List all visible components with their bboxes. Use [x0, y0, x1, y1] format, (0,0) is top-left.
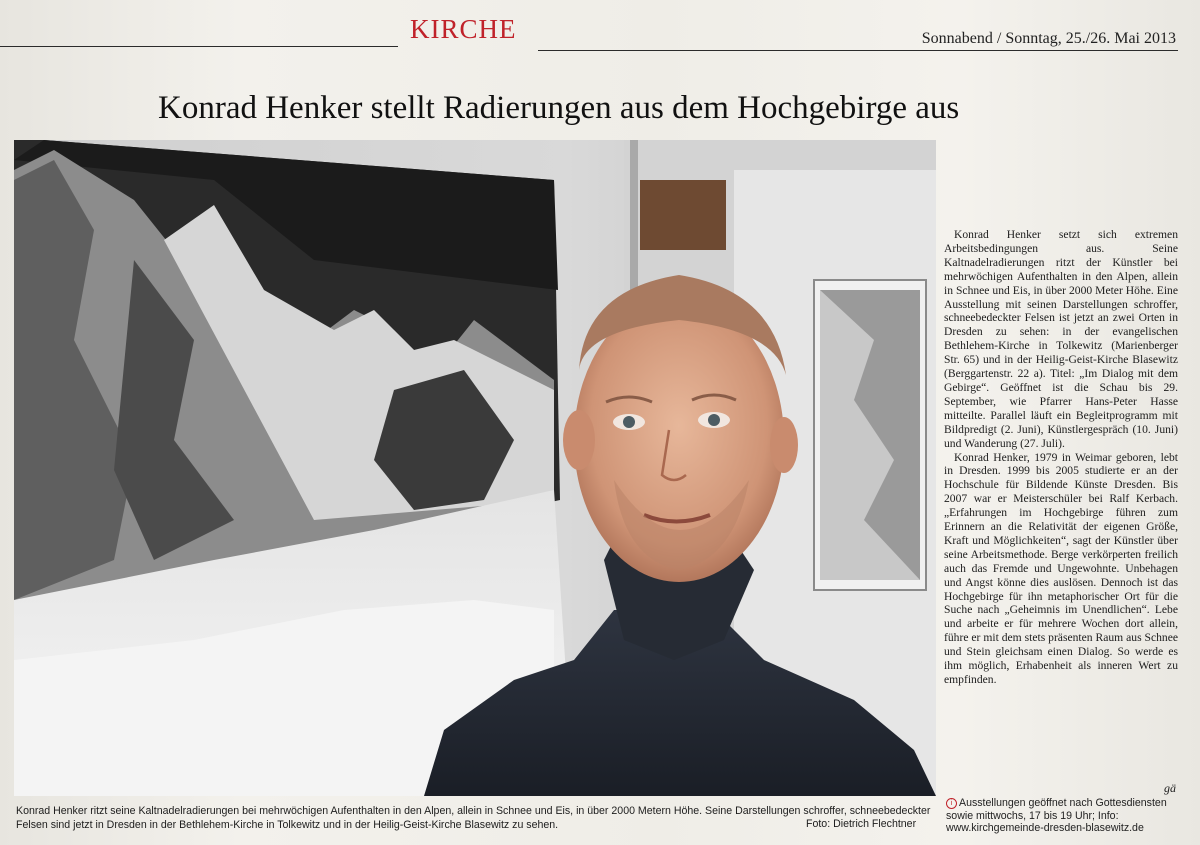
exhibition-info-text: Ausstellungen geöffnet nach Gottesdiensten sowie mittwochs, 17 bis 19 Uhr; Info: www.kirchgemeinde-dresden-blasewitz.de — [946, 797, 1167, 834]
article-photo — [14, 140, 936, 796]
article-body — [944, 228, 1178, 687]
header-rule-left — [0, 46, 398, 47]
exhibition-info — [946, 797, 1182, 835]
author-initials: gä — [1164, 781, 1176, 795]
article-paragraph: Konrad Henker, 1979 in Weimar geboren, lebt in Dresden. 1999 bis 2005 studierte er an der Hochschule für Bildende Künste Dresden. Bis 2007 war er Meisterschüler bei Ralf Kerbach. „Erfahrungen im Hochgebirge führen zum Erinnern an die Relativität der eigenen Größe, Kraft und Möglichkeiten“, sagt der Künstler über seine Arbeitsmethode. Berge verkörperten freilich auch das Fremde und Ungewohnte. Unbehagen und Angst könne dies auslösen. Dennoch ist das Hochgebirge für ihn metaphorischer Ort für die Suche nach „Geheimnis im Unendlichen“. Lebe und arbeite er für mehrere Wochen dort allein, führe er mit dem stets präsenten Raum aus Schnee und Stein gleichsam einen Dialog. So werde es ihm möglich, Erhabenheit als inneren Wert zu empfinden. — [944, 450, 1178, 686]
headline: Konrad Henker stellt Radierungen aus dem Hochgebirge aus — [158, 90, 960, 126]
info-icon: i — [946, 798, 957, 809]
photo-caption: Konrad Henker ritzt seine Kaltnadelradierungen bei mehrwöchigen Aufenthalten in den Alpen, allein in Schnee und Eis, in über 2000 Metern Höhe. Seine Darstellungen schroffer, schneebedeckter Felsen sind jetzt in Dresden in der Bethlehem-Kirche in Tolkewitz und in der Heilig-Geist-Kirche Blasewitz zu sehen. — [16, 805, 931, 831]
article-paragraph: Konrad Henker setzt sich extremen Arbeitsbedingungen aus. Seine Kaltnadelradierungen ritzt der Künstler bei mehrwöchigen Aufenthalten in den Alpen, allein in Schnee und Eis, in über 2000 Meter Höhe. Eine Ausstellung mit seinen Darstellungen schroffer, schneebedeckter Felsen ist jetzt an zwei Orten in Dresden zu sehen: in der evangelischen Bethlehem-Kirche in Tolkewitz (Marienberger Str. 65) und in der Heilig-Geist-Kirche Blasewitz (Berggartenstr. 22 a). Titel: „Im Dialog mit dem Gebirge“. Geöffnet ist die Schau bis 29. September, wie Pfarrer Hans-Peter Hasse mitteilte. Parallel läuft ein Begleitprogramm mit Bildpredigt (2. Juni), Künstlergespräch (10. Juni) und Wanderung (27. Juli). — [944, 228, 1178, 450]
section-label: KIRCHE — [410, 14, 517, 44]
photo-credit: Foto: Dietrich Flechtner — [806, 818, 917, 830]
header-rule-right — [538, 50, 1178, 51]
issue-date: Sonnabend / Sonntag, 25./26. Mai 2013 — [921, 30, 1176, 47]
